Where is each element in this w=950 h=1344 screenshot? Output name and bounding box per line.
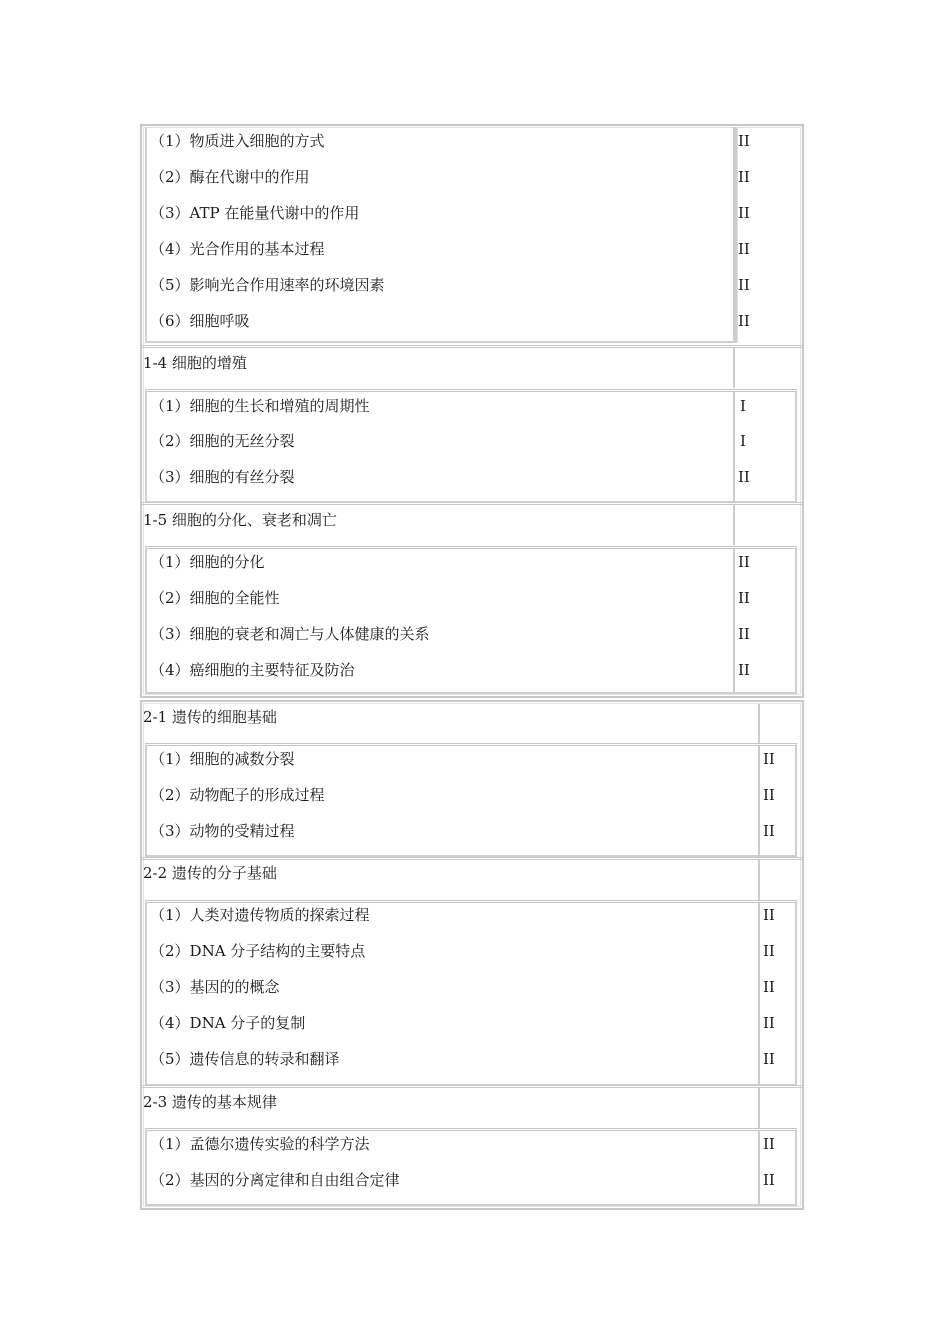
list-item: （2）细胞的无丝分裂 xyxy=(150,432,295,450)
level-badge: II xyxy=(738,625,750,643)
column-divider xyxy=(733,505,735,545)
level-badge: II xyxy=(738,661,750,679)
list-item: （4）光合作用的基本过程 xyxy=(150,240,325,258)
list-item: （1）孟德尔遗传实验的科学方法 xyxy=(150,1135,370,1153)
list-item: （3）ATP 在能量代谢中的作用 xyxy=(150,204,360,222)
level-badge: II xyxy=(738,589,750,607)
list-item: （3）细胞的有丝分裂 xyxy=(150,468,295,486)
list-item: （4）癌细胞的主要特征及防治 xyxy=(150,661,355,679)
level-badge: II xyxy=(738,168,750,186)
list-item: （1）物质进入细胞的方式 xyxy=(150,132,325,150)
level-badge: II xyxy=(763,750,775,768)
level-badge: II xyxy=(763,786,775,804)
list-item: （2）基因的分离定律和自由组合定律 xyxy=(150,1171,400,1189)
level-badge: II xyxy=(763,978,775,996)
list-item: （2）酶在代谢中的作用 xyxy=(150,168,310,186)
level-badge: II xyxy=(763,1050,775,1068)
list-item: （4）DNA 分子的复制 xyxy=(150,1014,306,1032)
level-badge: II xyxy=(763,1171,775,1189)
section-title: 1-5 细胞的分化、衰老和凋亡 xyxy=(143,511,337,529)
section-title: 2-3 遗传的基本规律 xyxy=(143,1093,277,1111)
level-badge: II xyxy=(738,204,750,222)
list-item: （5）影响光合作用速率的环境因素 xyxy=(150,276,385,294)
list-item: （2）DNA 分子结构的主要特点 xyxy=(150,942,366,960)
level-badge: II xyxy=(738,276,750,294)
level-badge: II xyxy=(763,906,775,924)
column-divider xyxy=(758,903,760,1085)
column-divider xyxy=(758,704,760,744)
list-item: （1）细胞的分化 xyxy=(150,553,265,571)
section-title: 1-4 细胞的增殖 xyxy=(143,354,247,372)
column-divider xyxy=(758,860,760,900)
section-title: 2-1 遗传的细胞基础 xyxy=(143,708,277,726)
level-badge: II xyxy=(738,132,750,150)
level-badge: II xyxy=(763,1014,775,1032)
column-divider xyxy=(733,549,735,693)
list-item: （1）细胞的减数分裂 xyxy=(150,750,295,768)
level-badge: II xyxy=(738,240,750,258)
level-badge: II xyxy=(763,822,775,840)
column-divider xyxy=(758,746,760,856)
level-badge: II xyxy=(738,312,750,330)
column-divider xyxy=(758,1131,760,1205)
column-divider xyxy=(733,392,735,502)
level-badge: II xyxy=(763,1135,775,1153)
level-badge: I xyxy=(740,432,746,450)
list-item: （1）人类对遗传物质的探索过程 xyxy=(150,906,370,924)
list-item: （3）动物的受精过程 xyxy=(150,822,295,840)
level-badge: II xyxy=(738,468,750,486)
level-badge: I xyxy=(740,397,746,415)
column-divider xyxy=(758,1088,760,1128)
level-badge: II xyxy=(738,553,750,571)
list-item: （2）细胞的全能性 xyxy=(150,589,280,607)
column-divider xyxy=(733,348,735,388)
list-item: （6）细胞呼吸 xyxy=(150,312,250,330)
list-item: （2）动物配子的形成过程 xyxy=(150,786,325,804)
list-item: （3）基因的的概念 xyxy=(150,978,280,996)
section-title: 2-2 遗传的分子基础 xyxy=(143,864,277,882)
level-badge: II xyxy=(763,942,775,960)
list-item: （3）细胞的衰老和凋亡与人体健康的关系 xyxy=(150,625,430,643)
list-item: （1）细胞的生长和增殖的周期性 xyxy=(150,397,370,415)
list-item: （5）遗传信息的转录和翻译 xyxy=(150,1050,340,1068)
column-divider xyxy=(733,127,735,343)
